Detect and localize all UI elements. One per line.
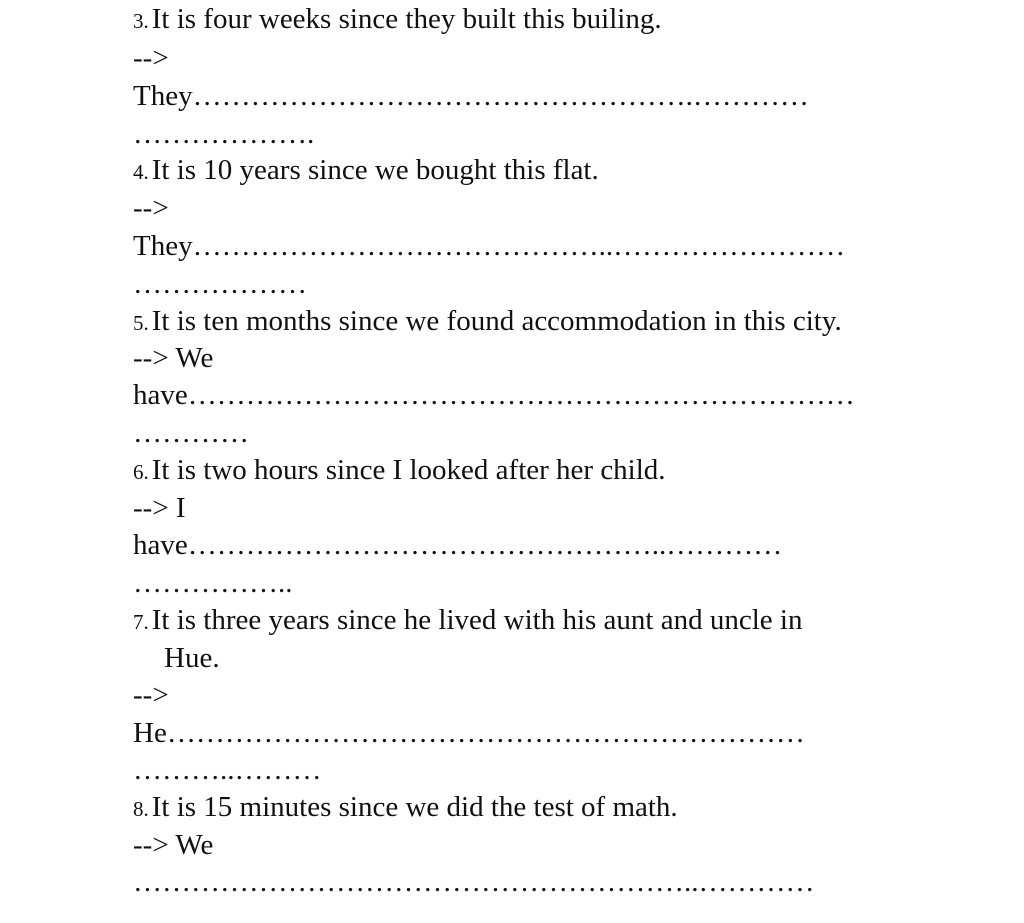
answer-line-6[interactable] [133,528,782,562]
answer-lead: have [133,529,188,561]
question-text: It is two hours since I looked after her child. [151,454,666,486]
question-3 [133,2,662,38]
answer-lead: They [133,230,193,262]
answer-blank-8[interactable]: …………………………………………………..………… [133,866,815,898]
answer-lead: have [133,379,188,411]
answer-lead: He [133,717,167,749]
question-number: 7. [133,610,149,634]
question-text: It is 15 minutes since we did the test of math. [151,791,678,823]
continuation-blank-3[interactable]: ………………. [133,118,315,150]
question-text: It is three years since he lived with his aunt and uncle in [151,604,803,636]
question-8 [133,790,678,826]
question-number: 8. [133,797,149,821]
question-number: 4. [133,160,149,184]
continuation-blank-5[interactable]: ………… [133,417,249,449]
question-number: 3. [133,9,149,33]
arrow-7: --> [133,679,169,711]
answer-line-4[interactable] [133,229,845,263]
continuation-blank-7[interactable]: ………..……… [133,754,322,786]
question-text: It is four weeks since they built this builing. [151,3,662,35]
question-7-continuation: Hue. [164,642,220,674]
continuation-blank-6[interactable]: …………….. [133,567,293,599]
question-text: It is 10 years since we bought this flat. [151,154,599,186]
arrow-4: --> [133,192,169,224]
answer-line-7[interactable] [133,716,805,750]
answer-blank[interactable]: …………………………………………………………… [187,379,855,411]
question-5 [133,304,842,340]
question-number: 5. [133,311,149,335]
answer-blank[interactable]: ………………………………………………………… [166,717,805,749]
arrow-3: --> [133,42,169,74]
answer-blank[interactable]: …………………………………………….………… [192,80,809,112]
arrow-8: --> We [133,829,214,861]
continuation-blank-4[interactable]: ……………… [133,268,307,300]
question-text: It is ten months since we found accommodation in this city. [151,305,842,337]
question-number: 6. [133,460,149,484]
question-6 [133,453,666,489]
answer-line-3[interactable] [133,79,809,113]
question-4 [133,153,599,189]
question-7 [133,603,802,639]
answer-lead: They [133,80,193,112]
answer-line-5[interactable] [133,378,855,412]
answer-blank[interactable]: ……………………………………..…………………… [192,230,846,262]
arrow-6: --> I [133,492,186,524]
arrow-5: --> We [133,342,214,374]
answer-blank[interactable]: …………………………………………..………… [187,529,783,561]
